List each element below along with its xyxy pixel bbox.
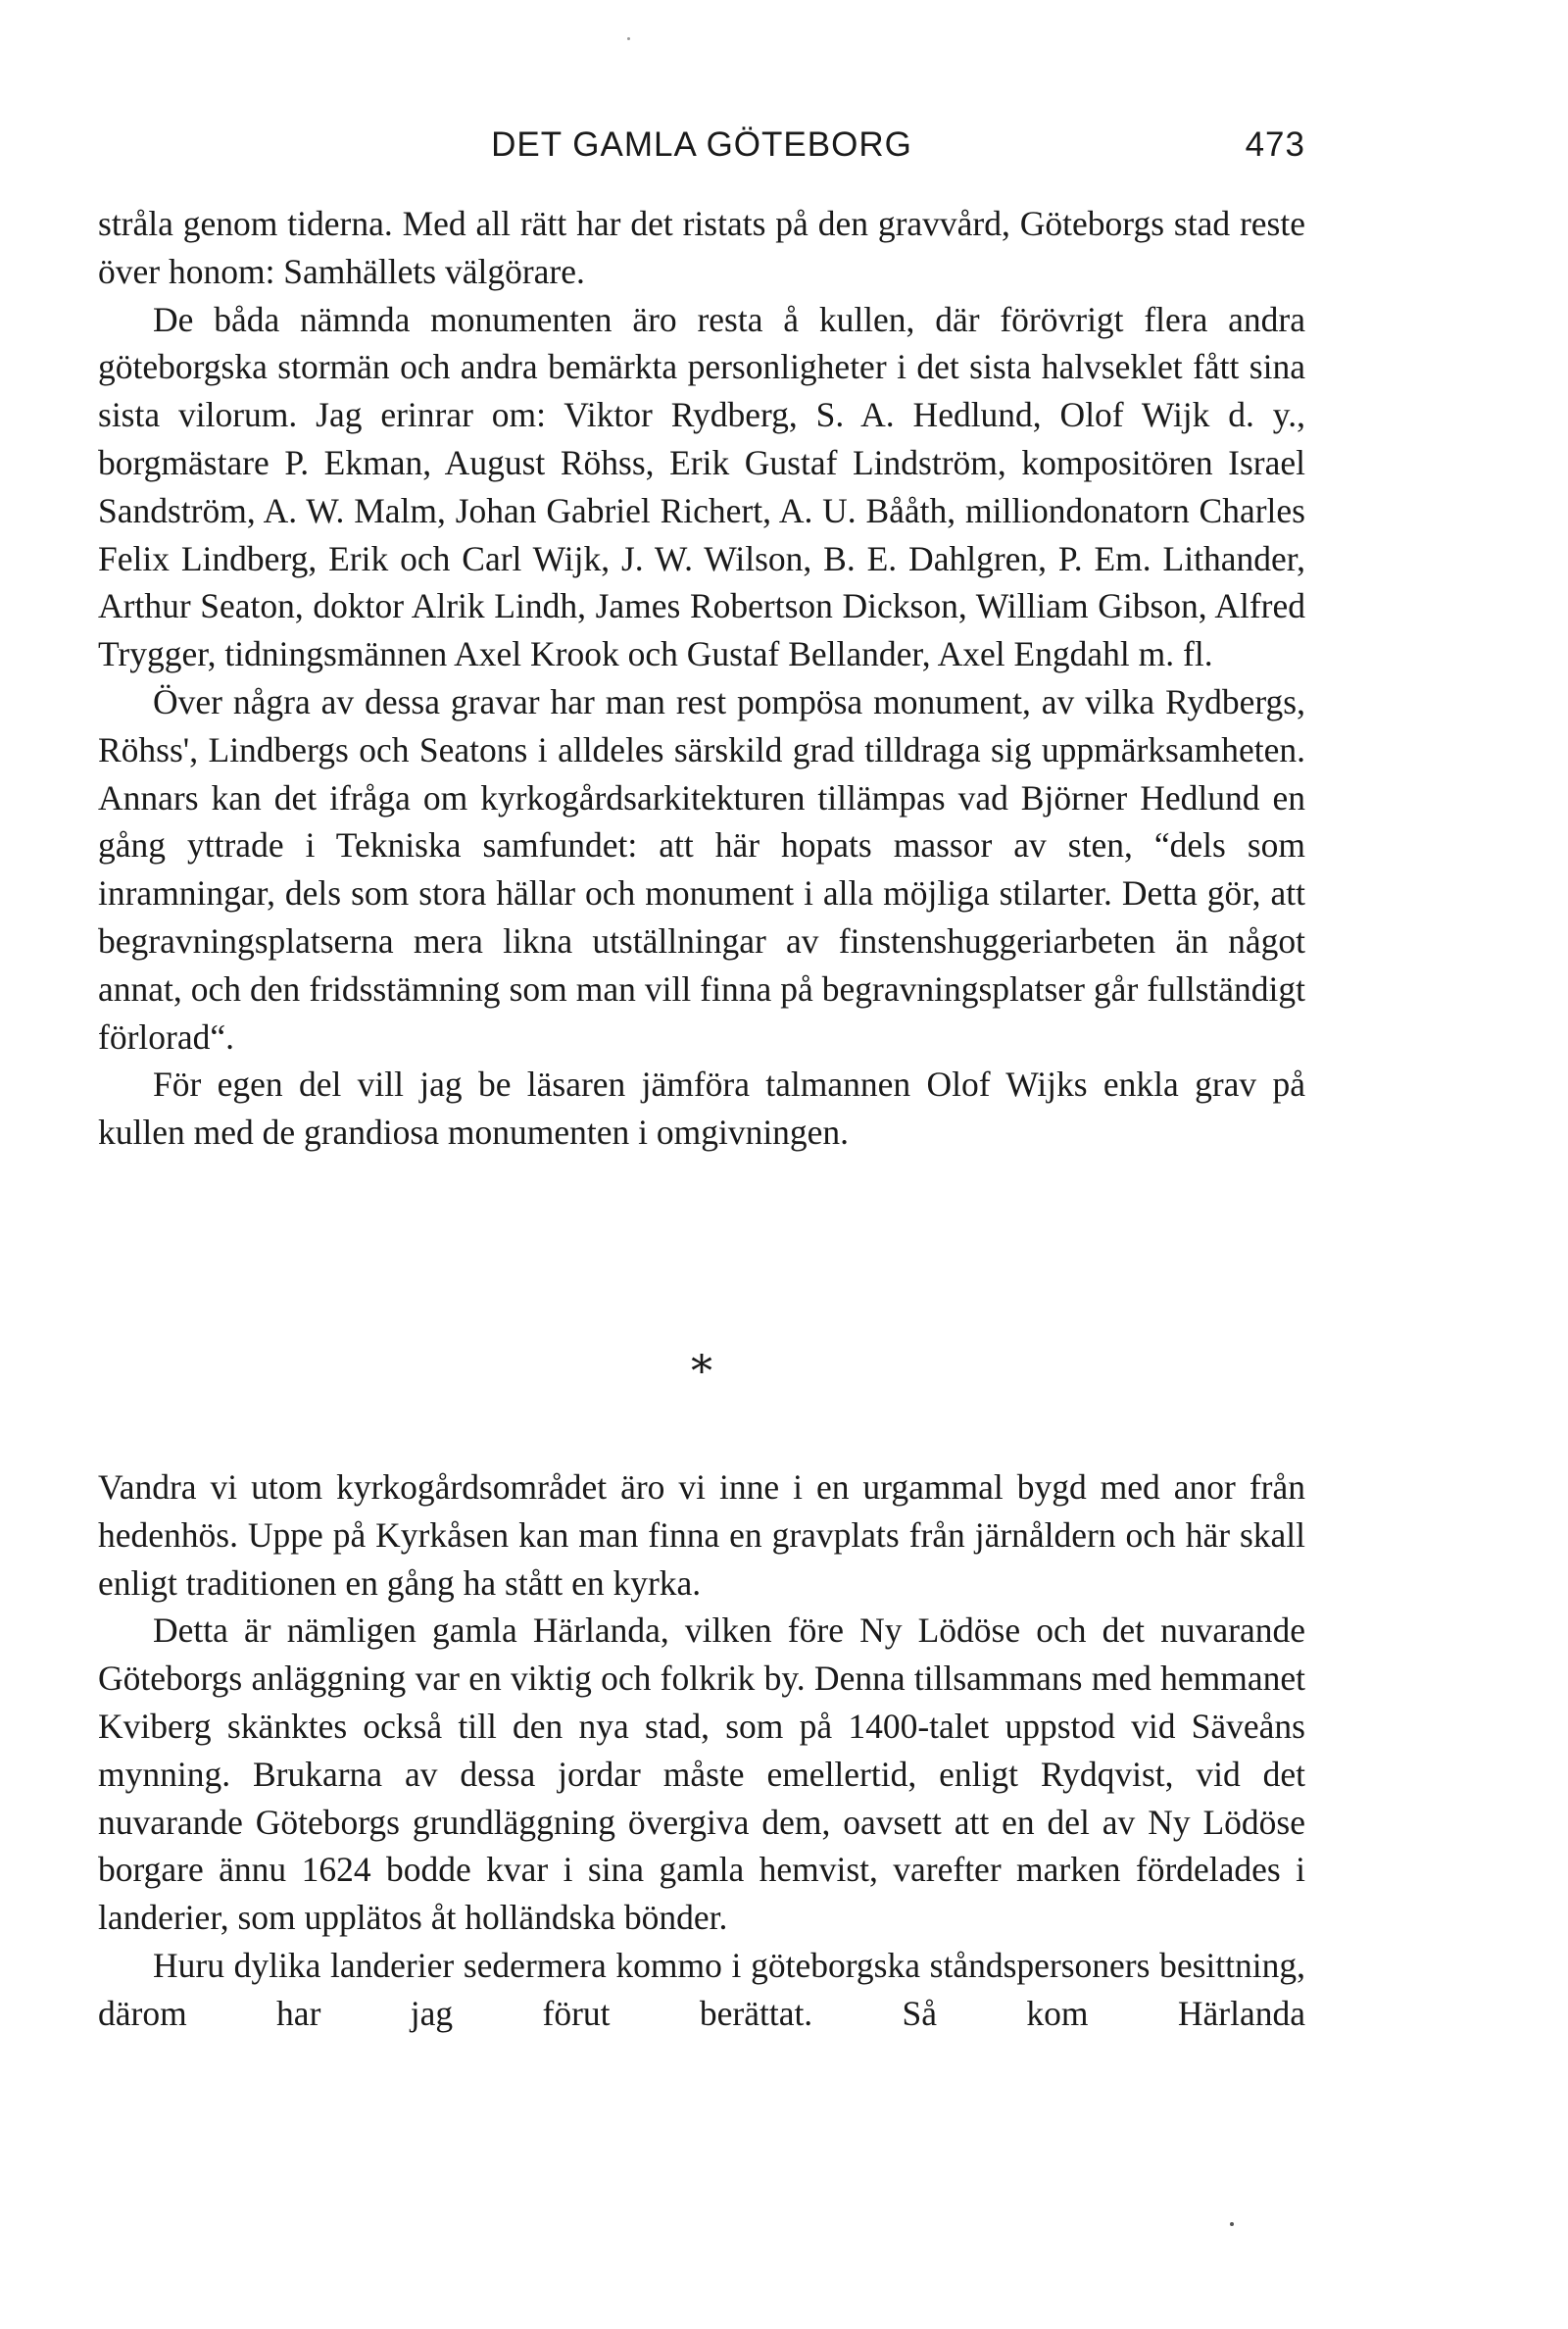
paragraph-monuments: De båda nämnda monumenten äro resta å kullen, där förövrigt flera andra göteborgska stormän och andra bemärkta personligheter i det sista halvseklet fått sina sista vilorum. Jag erinrar om: Viktor Rydberg, S. A. Hedlund, Olof Wijk d. y., borgmästare P. Ekman, August Röhss, Erik Gustaf Lindström, kompositören Israel Sandström, A. W. Malm, Johan Gabriel Richert, A. U. Bååth, milliondonatorn Charles Felix Lindberg, Erik och Carl Wijk, J. W. Wilson, B. E. Dahlgren, P. Em. Lithander, Arthur Seaton, doktor Alrik Lindh, James Robertson Dickson, William Gibson, Alfred Trygger, tidningsmännen Axel Krook och Gustaf Bellander, Axel Engdahl m. fl. <box>98 299 1305 674</box>
body-text-lower <box>98 1463 1305 2038</box>
paragraph-harlanda: Detta är nämligen gamla Härlanda, vilken före Ny Lödöse och det nuvarande Göteborgs anläggning var en viktig och folkrik by. Denna tillsammans med hemmanet Kviberg skänktes också till den nya stad, som på 1400-talet uppstod vid Säveåns mynning. Brukarna av dessa jordar måste emellertid, enligt Rydqvist, vid det nuvarande Göteborgs grundläggning övergiva dem, oavsett att en del av Ny Lödöse borgare ännu 1624 bodde kvar i sina gamla hemvist, varefter marken fördelades i landerier, som upplätos åt holländska bönder. <box>98 1610 1305 1938</box>
body-text-upper <box>98 200 1305 1157</box>
page-number: 473 <box>1245 125 1305 164</box>
paragraph-continuation: stråla genom tiderna. Med all rätt har det ristats på den gravvård, Göteborgs stad reste över honom: Samhällets välgörare. <box>98 204 1305 291</box>
paper-speck <box>1230 2222 1234 2226</box>
paragraph-wijk-grave: För egen del vill jag be läsaren jämföra talmannen Olof Wijks enkla grav på kullen med de grandiosa monumenten i omgivningen. <box>98 1065 1305 1153</box>
paper-speck <box>627 37 630 40</box>
paragraph-ancient-settlement: Vandra vi utom kyrkogårdsområdet äro vi inne i en urgammal bygd med anor från hedenhös. Uppe på Kyrkåsen kan man finna en gravplats från järnåldern och här skall enligt traditionen en gång ha stått en kyrka. <box>98 1467 1305 1603</box>
paragraph-graves: Över några av dessa gravar har man rest pompösa monument, av vilka Rydbergs, Röhss', Lindbergs och Seatons i alldeles särskild grad tilldraga sig uppmärksamheten. Annars kan det ifråga om kyrkogårdsarkitekturen tillämpas vad Björner Hedlund en gång yttrade i Tekniska samfundet: att här hopats massor av sten, “dels som inramningar, dels som stora hällar och monument i alla möjliga stilarter. Detta gör, att begravningsplatserna mera likna utställningar av finstenshuggeriarbeten än något annat, och den fridsstämning som man vill finna på begravningsplatser går fullständigt förlorad“. <box>98 681 1305 1057</box>
running-title: DET GAMLA GÖTEBORG <box>491 125 912 164</box>
section-divider-asterisk: * <box>691 1347 712 1397</box>
running-head <box>98 125 1305 176</box>
paragraph-landerier: Huru dylika landerier sedermera kommo i göteborgska ståndspersoners besittning, därom har jag förut berättat. Så kom Härlanda <box>98 1945 1305 2033</box>
